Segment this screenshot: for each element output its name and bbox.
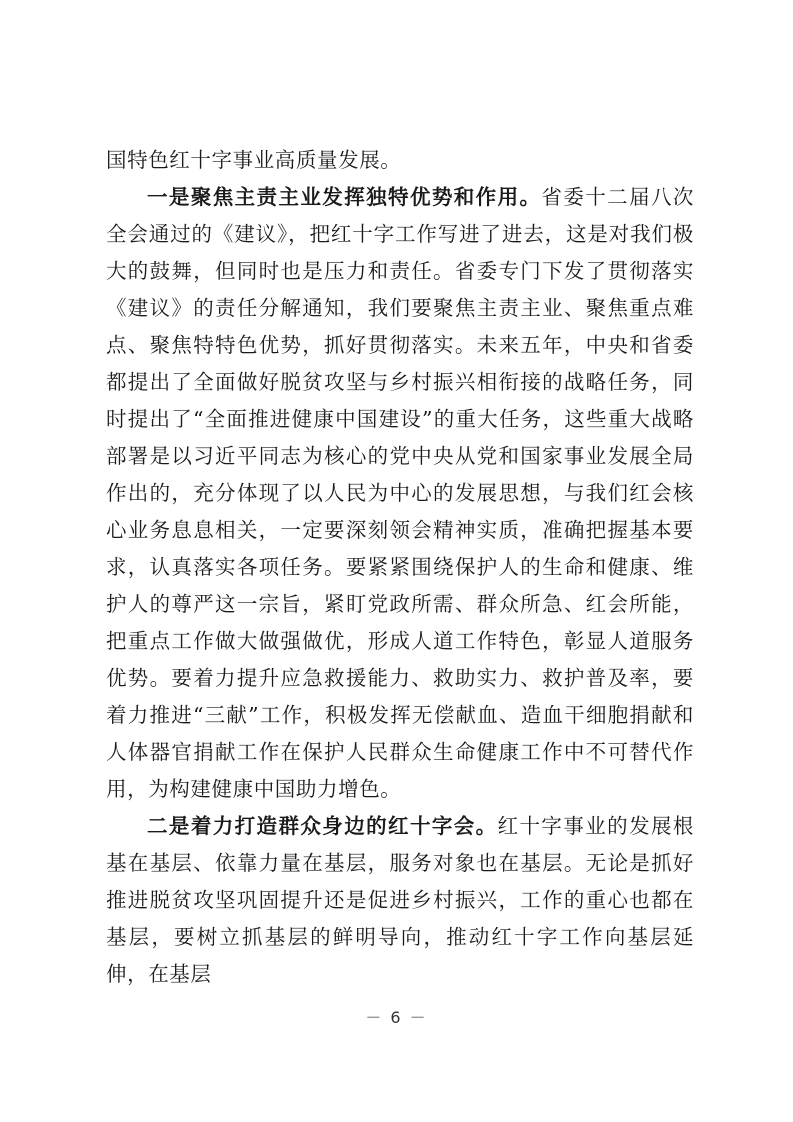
paragraph-continuation bbox=[106, 142, 694, 179]
paragraph-heading: 一是聚焦主责主业发挥独特优势和作用。 bbox=[147, 185, 542, 209]
page-number: － 6 － bbox=[365, 1008, 428, 1027]
paragraph-point-one bbox=[106, 179, 694, 808]
paragraph-heading: 二是着力打造群众身边的红十字会。 bbox=[147, 814, 498, 838]
body-text bbox=[106, 142, 694, 993]
paragraph-text: 国特色红十字事业高质量发展。 bbox=[106, 148, 402, 172]
paragraph-text: 红十字事业的发展根基在基层、依靠力量在基层，服务对象也在基层。无论是抓好推进脱贫攻坚巩固提升还是促进乡村振兴，工作的重心也都在基层，要树立抓基层的鲜明导向，推动红十字工作向基层延伸，在基层 bbox=[106, 814, 694, 986]
paragraph-point-two bbox=[106, 808, 694, 993]
paragraph-text: 省委十二届八次全会通过的《建议》，把红十字工作写进了进去，这是对我们极大的鼓舞，但同时也是压力和责任。省委专门下发了贯彻落实《建议》的责任分解通知，我们要聚焦主责主业、聚焦重点难点、聚焦特特色优势，抓好贯彻落实。未来五年，中央和省委都提出了全面做好脱贫攻坚与乡村振兴相衔接的战略任务，同时提出了“全面推进健康中国建设”的重大任务，这些重大战略部署是以习近平同志为核心的党中央从党和国家事业发展全局作出的，充分体现了以人民为中心的发展思想，与我们红会核心业务息息相关，一定要深刻领会精神实质，准确把握基本要求，认真落实各项任务。要紧紧围绕保护人的生命和健康、维护人的尊严这一宗旨，紧盯党政所需、群众所急、红会所能，把重点工作做大做强做优，形成人道工作特色，彰显人道服务优势。要着力提升应急救援能力、救助实力、救护普及率，要着力推进“三献”工作，积极发挥无偿献血、造血干细胞捐献和人体器官捐献工作在保护人民群众生命健康工作中不可替代作用，为构建健康中国助力增色。 bbox=[106, 185, 694, 801]
